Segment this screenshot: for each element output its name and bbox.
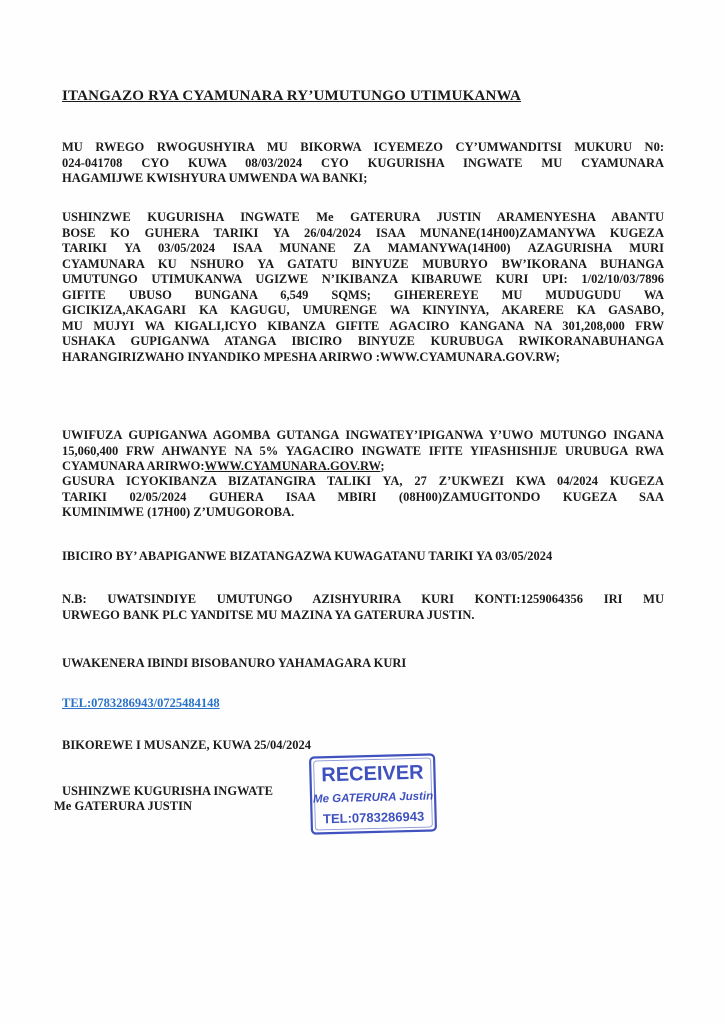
- paragraph-line: UWIFUZA GUPIGANWA AGOMBA GUTANGA INGWATEY’IPIGANWA Y’UWO MUTUNGO INGANA: [62, 428, 664, 442]
- signature-role: USHINZWE KUGURISHA INGWATE: [62, 784, 273, 798]
- paragraph-contact: UWAKENERA IBINDI BISOBANURO YAHAMAGARA KURI: [62, 656, 407, 670]
- paragraph-line: TARIKI 02/05/2024 GUHERA ISAA MBIRI (08H00)ZAMUGITONDO KUGEZA SAA: [62, 489, 664, 504]
- paragraph-line: 15,060,400 FRW AHWANYE NA 5% YAGACIRO INGWATE IFITE YIFASHISHIJE URUBUGA RWA: [62, 443, 664, 458]
- stamp-line-name: Me GATERURA Justin: [312, 790, 434, 806]
- document-title: ITANGAZO RYA CYAMUNARA RY’UMUTUNGO UTIMUKANWA: [62, 88, 522, 104]
- paragraph-line: BOSE KO GUHERA TARIKI YA 26/04/2024 ISAA MUNANE(14H00)ZAMANYWA KUGEZA: [62, 225, 664, 240]
- paragraph-line: URWEGO BANK PLC YANDITSE MU MAZINA YA GATERURA JUSTIN.: [62, 607, 475, 622]
- paragraph-line-suffix: ;: [380, 459, 385, 473]
- paragraph-line-prefix: CYAMUNARA ARIRWO:: [62, 459, 205, 473]
- paragraph-payment: [62, 592, 664, 623]
- paragraph-line: TARIKI YA 03/05/2024 ISAA MUNANE ZA MAMANYWA(14H00) AZAGURISHA MURI: [62, 241, 664, 255]
- paragraph-line: KUMINIMWE (17H00) Z’UMUGOROBA.: [62, 505, 295, 519]
- stamp-line-tel: TEL:0783286943: [322, 808, 425, 827]
- paragraph-line: N.B: UWATSINDIYE UMUTUNGO AZISHYURIRA KURI KONTI:1259064356 IRI MU: [62, 592, 664, 606]
- paragraph-line: UMUTUNGO UTIMUKANWA UGIZWE N’IKIBANZA KIBARUWE KURI UPI: 1/02/10/03/7896: [62, 272, 664, 286]
- receiver-stamp: [307, 751, 439, 836]
- paragraph-bid-guarantee: [62, 428, 664, 475]
- paragraph-visit: [62, 474, 664, 521]
- paragraph-results: IBICIRO BY’ ABAPIGANWE BIZATANGAZWA KUWAGATANU TARIKI YA 03/05/2024: [62, 549, 553, 563]
- paragraph-line: [62, 459, 664, 475]
- paragraph-line: HAGAMIJWE KWISHYURA UMWENDA WA BANKI;: [62, 171, 368, 185]
- paragraph-line: USHINZWE KUGURISHA INGWATE Me GATERURA JUSTIN ARAMENYESHA ABANTU: [62, 210, 664, 224]
- paragraph-line: GUSURA ICYOKIBANZA BIZATANGIRA TALIKI YA, 27 Z’UKWEZI KWA 04/2024 KUGEZA: [62, 474, 664, 488]
- paragraph-line: USHAKA GUPIGANWA ATANGA IBICIRO BINYUZE KURUBUGA RWIKORANABUHANGA: [62, 334, 664, 348]
- place-date: BIKOREWE I MUSANZE, KUWA 25/04/2024: [62, 738, 311, 752]
- paragraph-line: GIFITE UBUSO BUNGANA 6,549 SQMS; GIHEREREYE MU MUDUGUDU WA: [62, 287, 664, 302]
- cyamunara-link[interactable]: WWW.CYAMUNARA.GOV.RW: [204, 459, 381, 473]
- paragraph-line: HARANGIRIZWAHO INYANDIKO MPESHA ARIRWO :WWW.CYAMUNARA.GOV.RW;: [62, 349, 560, 364]
- paragraph-line: CYAMUNARA KU NSHURO YA GATATU BINYUZE MUBURYO BW’IKORANA BUHANGA: [62, 256, 664, 271]
- paragraph-announcement: [62, 210, 664, 365]
- paragraph-line: GICIKIZA,AKAGARI KA KAGUGU, UMURENGE WA KINYINYA, AKARERE KA GASABO,: [62, 303, 664, 317]
- paragraph-line: MU MUJYI WA KIGALI,ICYO KIBANZA GIFITE AGACIRO KANGANA NA 301,208,000 FRW: [62, 318, 664, 333]
- paragraph-decision: [62, 140, 664, 187]
- signature-name: Me GATERURA JUSTIN: [54, 799, 192, 813]
- stamp-line-receiver: RECEIVER: [321, 761, 424, 787]
- paragraph-line: MU RWEGO RWOGUSHYIRA MU BIKORWA ICYEMEZO CY’UMWANDITSI MUKURU N0:: [62, 140, 664, 154]
- paragraph-line: 024-041708 CYO KUWA 08/03/2024 CYO KUGURISHA INGWATE MU CYAMUNARA: [62, 155, 664, 170]
- telephone-link[interactable]: TEL:0783286943/0725484148: [62, 696, 220, 710]
